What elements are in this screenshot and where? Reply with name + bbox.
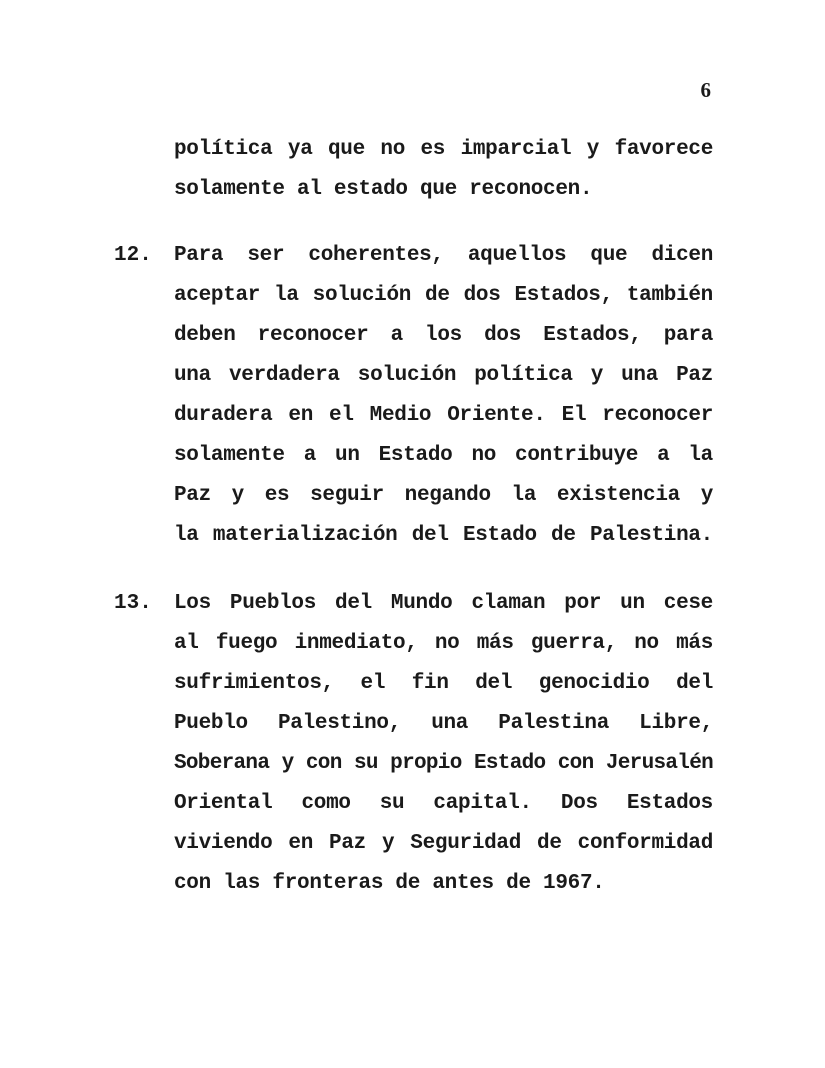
paragraph-line: Paz y es seguir negando la existencia y [174, 484, 713, 507]
paragraph-line: al fuego inmediato, no más guerra, no más [174, 632, 713, 655]
paragraph-line: sufrimientos, el fin del genocidio del [174, 672, 713, 695]
item-number: 13. [114, 592, 152, 615]
paragraph-line: aceptar la solución de dos Estados, también [174, 284, 713, 307]
paragraph-line: la materialización del Estado de Palestina. [174, 524, 713, 547]
paragraph-line: Oriental como su capital. Dos Estados [174, 792, 713, 815]
paragraph-line: deben reconocer a los dos Estados, para [174, 324, 713, 347]
paragraph-line: Los Pueblos del Mundo claman por un cese [174, 592, 713, 615]
paragraph-line: Pueblo Palestino, una Palestina Libre, [174, 712, 713, 735]
paragraph-line: Soberana y con su propio Estado con Jerusalén [174, 752, 713, 775]
paragraph-line: política ya que no es imparcial y favorece [174, 138, 713, 161]
paragraph-line: solamente a un Estado no contribuye a la [174, 444, 713, 467]
page-number: 6 [700, 78, 711, 102]
paragraph-line: Para ser coherentes, aquellos que dicen [174, 244, 713, 267]
paragraph-line: con las fronteras de antes de 1967. [174, 872, 605, 895]
item-number: 12. [114, 244, 152, 267]
paragraph-line: duradera en el Medio Oriente. El reconocer [174, 404, 713, 427]
paragraph-line: viviendo en Paz y Seguridad de conformidad [174, 832, 713, 855]
paragraph-line: solamente al estado que reconocen. [174, 178, 593, 201]
paragraph-line: una verdadera solución política y una Paz [174, 364, 713, 387]
